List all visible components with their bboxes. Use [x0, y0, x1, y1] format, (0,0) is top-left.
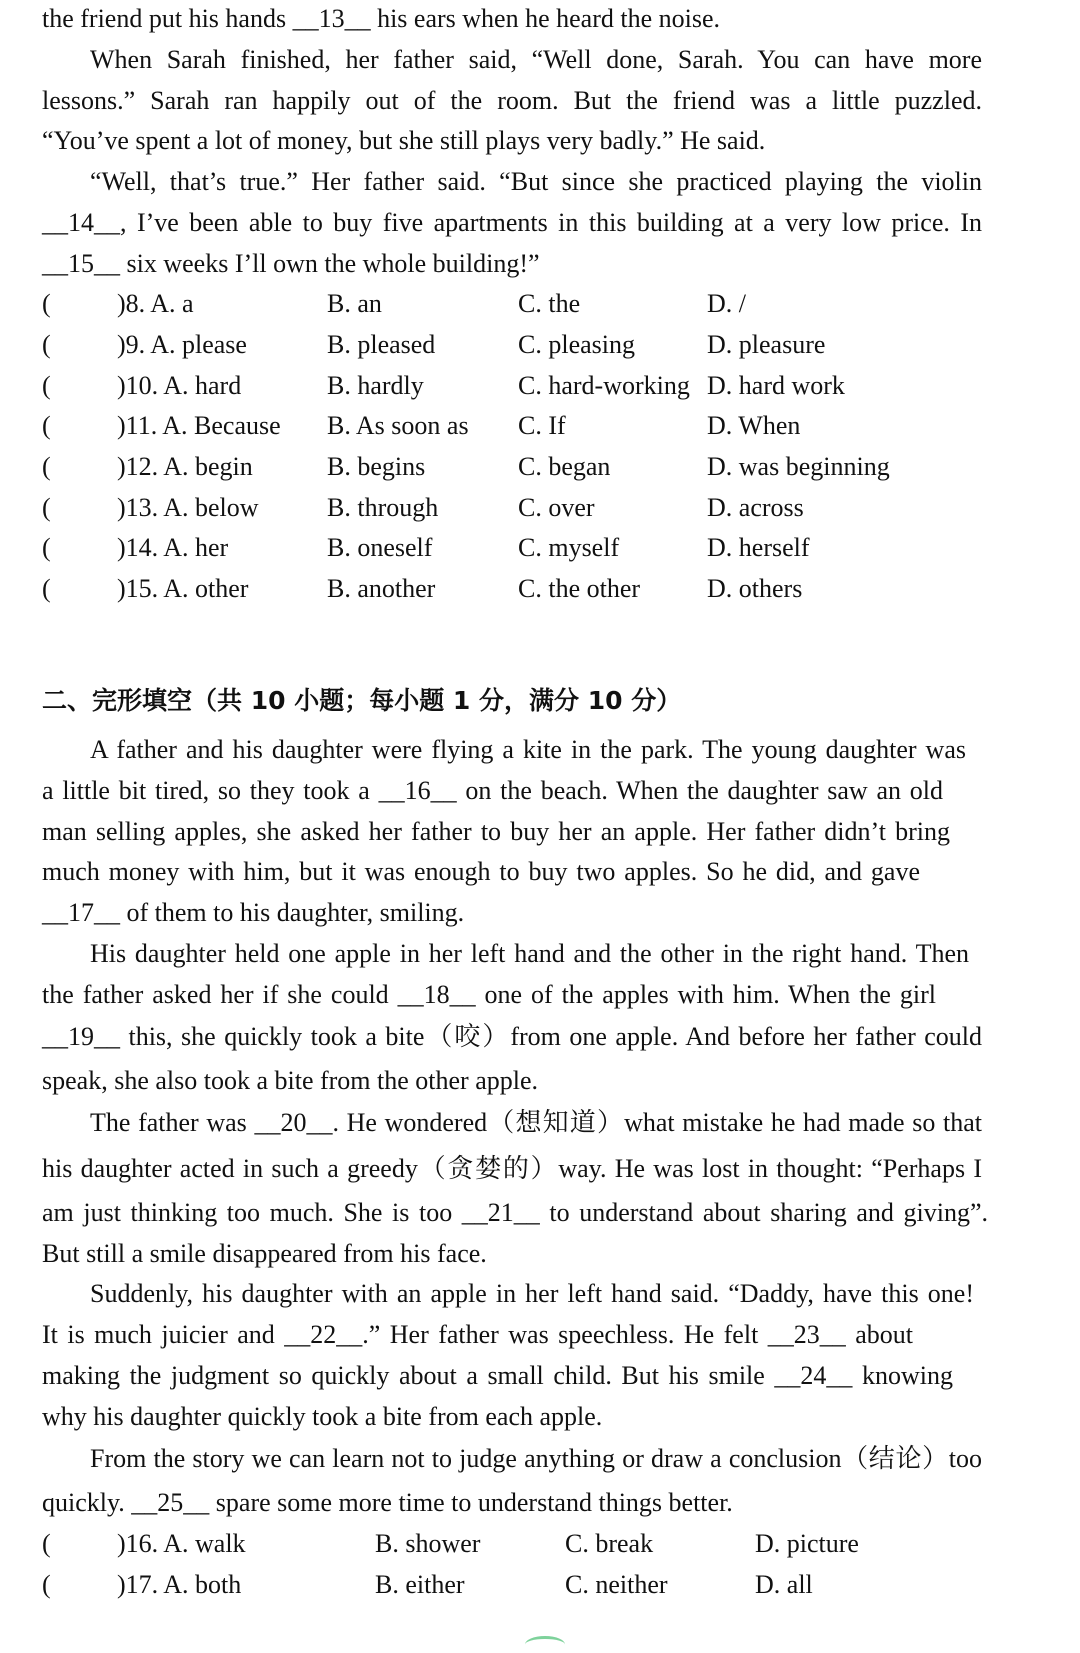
option-b: B. oneself: [327, 533, 433, 562]
passage2-line: His daughter held one apple in her left hand and the other in the right hand. Then: [90, 939, 969, 968]
option-c: C. If: [518, 411, 566, 440]
option-c: C. the other: [518, 574, 641, 603]
page-edge-mark: [525, 1636, 565, 1653]
passage2-line: The father was __20__. He wondered（想知道）what mistake he had made so that: [90, 1108, 982, 1137]
option-a: )14. A. her: [117, 533, 229, 562]
option-row: [0, 1529, 1080, 1559]
option-c: C. neither: [565, 1570, 668, 1599]
option-d: D. picture: [755, 1529, 859, 1558]
passage2-line: the father asked her if she could __18__ one of the apples with him. When the girl: [42, 980, 936, 1009]
option-d: D. was beginning: [707, 452, 890, 481]
passage2-line: much money with him, but it was enough to buy two apples. So he did, and gave: [42, 857, 920, 886]
answer-paren[interactable]: (: [42, 493, 51, 522]
option-c: C. the: [518, 289, 581, 318]
option-c: C. break: [565, 1529, 654, 1558]
option-a: )15. A. other: [117, 574, 249, 603]
option-b: B. As soon as: [327, 411, 469, 440]
passage2-line: making the judgment so quickly about a small child. But his smile __24__ knowing: [42, 1361, 953, 1390]
option-a: )10. A. hard: [117, 371, 242, 400]
passage2-line: A father and his daughter were flying a kite in the park. The young daughter was: [90, 735, 966, 764]
option-b: B. another: [327, 574, 436, 603]
option-row: [0, 574, 1080, 604]
option-c: C. hard-working: [518, 371, 690, 400]
answer-paren[interactable]: (: [42, 371, 51, 400]
passage2-line: man selling apples, she asked her father to buy her an apple. Her father didn’t bring: [42, 817, 950, 846]
passage2-line: his daughter acted in such a greedy（贪婪的）way. He was lost in thought: “Perhaps I: [42, 1154, 982, 1183]
answer-paren[interactable]: (: [42, 330, 51, 359]
passage2-line: From the story we can learn not to judge anything or draw a conclusion（结论）too: [90, 1444, 982, 1473]
answer-paren[interactable]: (: [42, 411, 51, 440]
answer-paren[interactable]: (: [42, 1529, 51, 1558]
answer-paren[interactable]: (: [42, 452, 51, 481]
option-a: )11. A. Because: [117, 411, 281, 440]
option-d: D. /: [707, 289, 746, 318]
option-b: B. shower: [375, 1529, 481, 1558]
option-row: [0, 330, 1080, 360]
option-row: [0, 452, 1080, 482]
option-row: [0, 1570, 1080, 1600]
passage1-line: When Sarah finished, her father said, “Well done, Sarah. You can have more: [90, 45, 982, 74]
option-row: [0, 533, 1080, 563]
passage2-line: It is much juicier and __22__.” Her father was speechless. He felt __23__ about: [42, 1320, 913, 1349]
option-b: B. hardly: [327, 371, 424, 400]
passage2-line: speak, she also took a bite from the other apple.: [42, 1066, 539, 1095]
option-c: C. pleasing: [518, 330, 635, 359]
passage1-line: “You’ve spent a lot of money, but she still plays very badly.” He said.: [42, 126, 766, 155]
option-a: )12. A. begin: [117, 452, 253, 481]
option-row: [0, 289, 1080, 319]
passage1-line: “Well, that’s true.” Her father said. “But since she practiced playing the violin: [90, 167, 982, 196]
option-a: )13. A. below: [117, 493, 259, 522]
option-d: D. others: [707, 574, 803, 603]
passage2-line: Suddenly, his daughter with an apple in her left hand said. “Daddy, have this one!: [90, 1279, 974, 1308]
option-b: B. begins: [327, 452, 426, 481]
option-d: D. across: [707, 493, 804, 522]
passage2-line: why his daughter quickly took a bite from each apple.: [42, 1402, 603, 1431]
passage1-line: lessons.” Sarah ran happily out of the room. But the friend was a little puzzled.: [42, 86, 982, 115]
passage1-line: the friend put his hands __13__ his ears when he heard the noise.: [42, 4, 721, 33]
option-a: )8. A. a: [117, 289, 194, 318]
answer-paren[interactable]: (: [42, 289, 51, 318]
option-row: [0, 493, 1080, 523]
option-b: B. an: [327, 289, 382, 318]
option-b: B. pleased: [327, 330, 436, 359]
passage2-line: __17__ of them to his daughter, smiling.: [42, 898, 465, 927]
section-heading: 二、完形填空（共 10 小题；每小题 1 分，满分 10 分）: [42, 686, 682, 715]
option-d: D. all: [755, 1570, 813, 1599]
option-a: )17. A. both: [117, 1570, 242, 1599]
option-d: D. When: [707, 411, 801, 440]
passage2-line: But still a smile disappeared from his face.: [42, 1239, 487, 1268]
answer-paren[interactable]: (: [42, 533, 51, 562]
answer-paren[interactable]: (: [42, 574, 51, 603]
option-row: [0, 371, 1080, 401]
passage2-line: am just thinking too much. She is too __21__ to understand about sharing and giving”.: [42, 1198, 988, 1227]
passage2-line: a little bit tired, so they took a __16__ on the beach. When the daughter saw an old: [42, 776, 943, 805]
option-c: C. over: [518, 493, 595, 522]
option-b: B. either: [375, 1570, 465, 1599]
option-a: )16. A. walk: [117, 1529, 246, 1558]
option-b: B. through: [327, 493, 439, 522]
passage1-line: __14__, I’ve been able to buy five apartments in this building at a very low price. In: [42, 208, 982, 237]
option-d: D. hard work: [707, 371, 845, 400]
option-c: C. began: [518, 452, 611, 481]
option-d: D. pleasure: [707, 330, 826, 359]
option-row: [0, 411, 1080, 441]
option-d: D. herself: [707, 533, 810, 562]
option-a: )9. A. please: [117, 330, 247, 359]
passage1-line: __15__ six weeks I’ll own the whole building!”: [42, 249, 540, 278]
answer-paren[interactable]: (: [42, 1570, 51, 1599]
option-c: C. myself: [518, 533, 620, 562]
passage2-line: __19__ this, she quickly took a bite（咬）from one apple. And before her father could: [42, 1022, 982, 1051]
passage2-line: quickly. __25__ spare some more time to understand things better.: [42, 1488, 733, 1517]
